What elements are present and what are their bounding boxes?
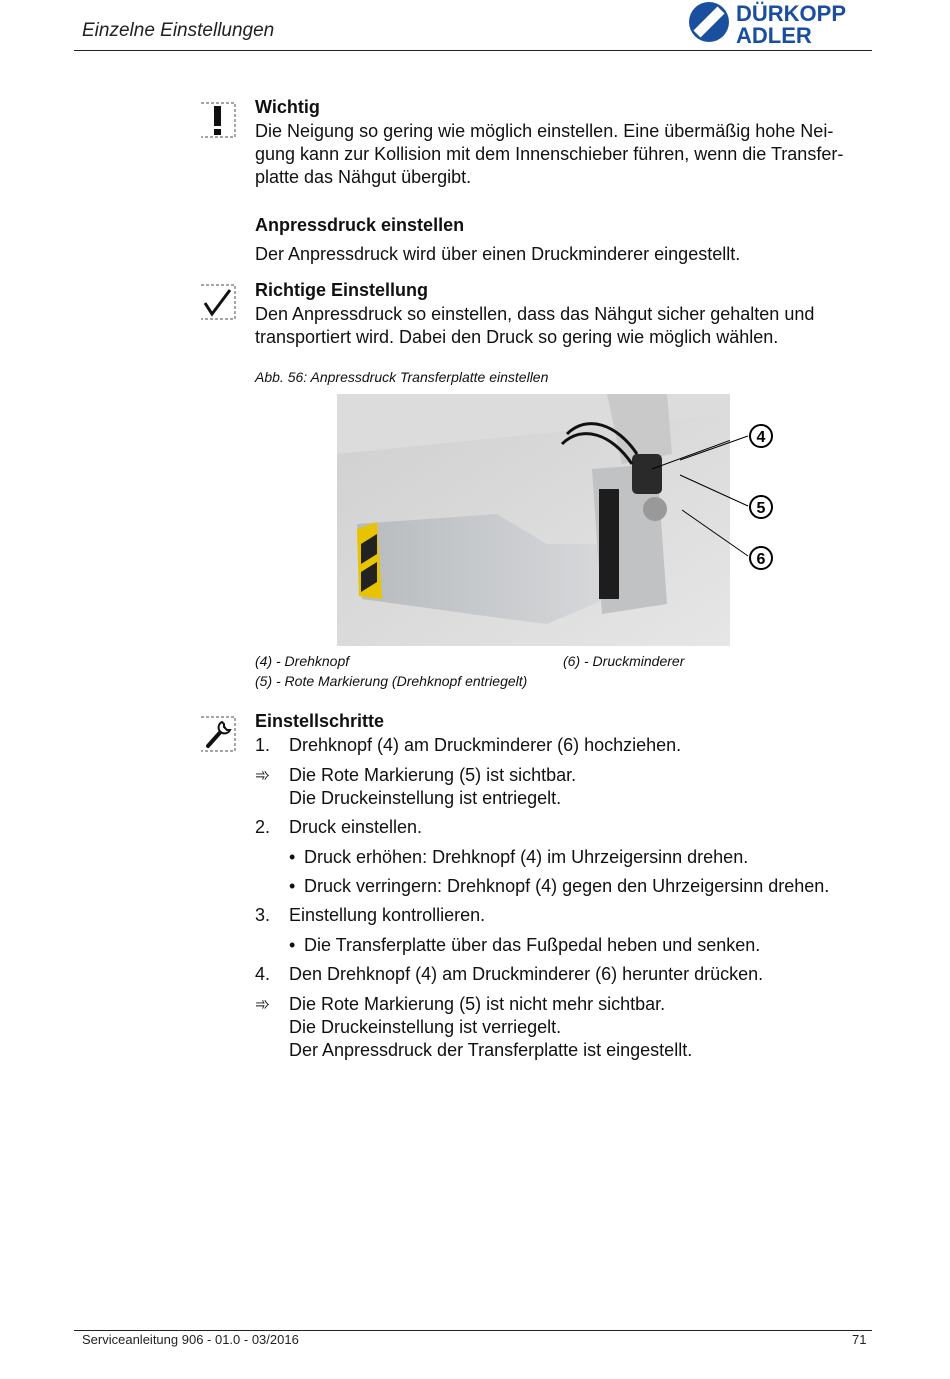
legend-item-4: (4) - Drehknopf [255,653,350,669]
important-line-2: gung kann zur Kollision mit dem Innenschieber führen, wenn die Transfer- [255,144,844,164]
correct-line-2: transportiert wird. Dabei den Druck so gering wie möglich wählen. [255,327,779,347]
checkmark-icon [200,284,236,320]
header-rule [74,50,872,51]
step-3-text: Einstellung kontrollieren. [289,905,486,925]
step-4-result-c: Der Anpressdruck der Transferplatte ist eingestellt. [289,1040,693,1060]
step-2-text: Druck einstellen. [289,817,423,837]
important-line-1: Die Neigung so gering wie möglich einstellen. Eine übermäßig hohe Nei- [255,121,834,141]
svg-text:4: 4 [756,429,766,446]
legend-item-6: (6) - Druckminderer [563,653,685,669]
step-2-bullet-2: Druck verringern: Drehknopf (4) gegen den Uhrzeigersinn drehen. [304,876,830,896]
bullet: • [289,935,296,955]
bullet: • [289,847,296,867]
important-line-3: platte das Nähgut übergibt. [255,167,472,187]
svg-text:6: 6 [756,551,766,568]
step-4-result-b: Die Druckeinstellung ist verriegelt. [289,1017,562,1037]
step-1-result-a: Die Rote Markierung (5) ist sichtbar. [289,765,577,785]
bullet: • [289,876,296,896]
legend-item-5: (5) - Rote Markierung (Drehknopf entriegelt) [255,673,528,689]
wrench-icon [200,716,236,752]
footer-rule [74,1330,872,1331]
section-intro: Der Anpressdruck wird über einen Druckminderer eingestellt. [255,244,741,264]
step-3-bullet-1: Die Transferplatte über das Fußpedal heben und senken. [304,935,761,955]
page-number: 71 [852,1332,867,1347]
step-2-bullet-1: Druck erhöhen: Drehknopf (4) im Uhrzeigersinn drehen. [304,847,749,867]
important-heading: Wichtig [255,97,320,117]
step-4-result-a: Die Rote Markierung (5) ist nicht mehr sichtbar. [289,994,666,1014]
section-heading: Anpressdruck einstellen [255,215,465,235]
page-section-title: Einzelne Einstellungen [82,20,275,41]
step-2-number: 2. [255,817,271,837]
callout-leader-lines [640,430,755,565]
result-arrow-icon: ➾ [255,765,271,785]
steps-heading: Einstellschritte [255,711,385,731]
warning-exclamation-icon [200,102,236,138]
correct-line-1: Den Anpressdruck so einstellen, dass das Nähgut sicher gehalten und [255,304,815,324]
step-4-text: Den Drehknopf (4) am Druckminderer (6) herunter drücken. [289,964,764,984]
footer-document-id: Serviceanleitung 906 - 01.0 - 03/2016 [82,1332,299,1347]
correct-heading: Richtige Einstellung [255,280,429,300]
step-3-number: 3. [255,905,271,925]
logo-text-line1: DÜRKOPP [736,1,847,26]
step-1-text: Drehknopf (4) am Druckminderer (6) hochziehen. [289,735,682,755]
svg-text:5: 5 [756,500,766,517]
result-arrow-icon: ➾ [255,994,271,1014]
step-1-result-b: Die Druckeinstellung ist entriegelt. [289,788,562,808]
logo-text-line2: ADLER [736,23,812,46]
duerkopp-adler-logo [686,0,872,46]
step-4-number: 4. [255,964,271,984]
step-1-number: 1. [255,735,271,755]
figure-caption: Abb. 56: Anpressdruck Transferplatte einstellen [255,369,549,385]
